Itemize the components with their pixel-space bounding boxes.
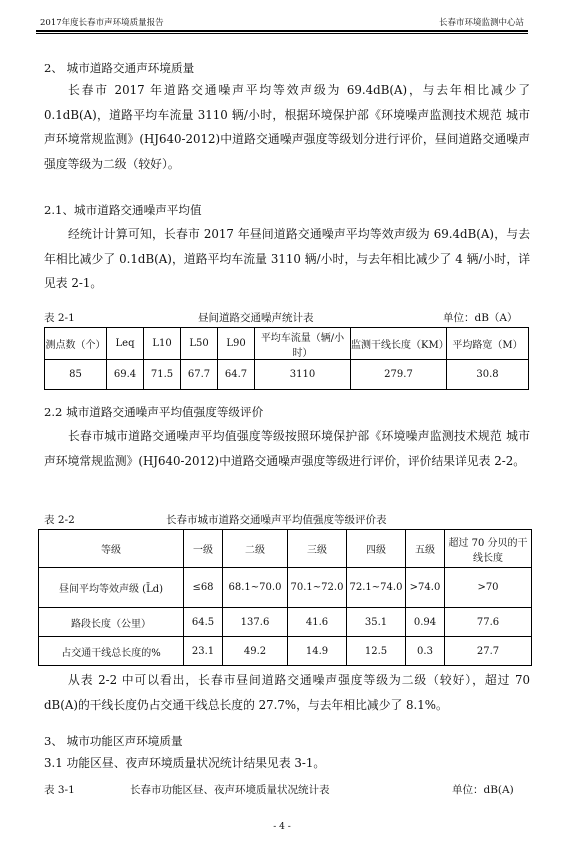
table-2-2-title: 长春市城市道路交通噪声平均值强度等级评价表 (166, 514, 387, 526)
table-header-cell: 一级 (184, 530, 223, 568)
page-number: - 4 - (273, 822, 291, 832)
table-cell: 72.1~74.0 (347, 568, 406, 608)
header-left: 2017年度长春市声环境质量报告 (40, 18, 164, 28)
table-cell: 70.1~72.0 (288, 568, 347, 608)
table-cell: ≤68 (184, 568, 223, 608)
header-right: 长春市环境监测中心站 (438, 18, 524, 28)
section-2-2-title: 2.2 城市道路交通噪声平均值强度等级评价 (44, 405, 264, 419)
table-header-cell: 测点数（个） (45, 328, 107, 360)
table-header-cell: 超过 70 分贝的干线长度 (445, 530, 532, 568)
table-cell: 23.1 (184, 637, 223, 666)
table-2-1 (44, 327, 529, 390)
table-header-cell: 二级 (223, 530, 288, 568)
table-row (39, 637, 532, 666)
table-header-cell: 五级 (406, 530, 445, 568)
table-row (45, 360, 529, 390)
table-header-row (45, 328, 529, 360)
table-3-1-title: 长春市功能区昼、夜声环境质量状况统计表 (130, 784, 330, 796)
table-2-2 (38, 529, 532, 666)
table-2-2-label: 表 2-2 (44, 514, 75, 526)
page-header (36, 14, 528, 32)
table-cell: 49.2 (223, 637, 288, 666)
section-3-1-text: 3.1 功能区昼、夜声环境质量状况统计结果见表 3-1。 (44, 756, 326, 770)
table-2-2-conclusion: 从表 2-2 中可以看出，长春市昼间道路交通噪声强度等级为二级（较好），超过 70 dB(A)的干线长度仍占交通干线总长度的 27.7%，与去年相比减少了 8.1%。 (44, 673, 530, 712)
section-2-paragraph: 长春市 2017 年道路交通噪声平均等效声级为 69.4dB(A)，与去年相比减少了 0.1dB(A)，道路平均车流量 3110 辆/小时，根据环境保护部《环境噪声监测技术规范 城市声环境常规监测》(HJ640-2012)中道路交通噪声强度等级划分进行评价，昼间道路交通噪声强度等级为二级（较好）。 (44, 83, 530, 171)
table-cell: 12.5 (347, 637, 406, 666)
table-cell: 0.3 (406, 637, 445, 666)
table-cell: 占交通干线总长度的% (39, 637, 184, 666)
table-header-row (39, 530, 532, 568)
table-cell: 77.6 (445, 608, 532, 637)
table-2-1-title: 昼间道路交通噪声统计表 (198, 312, 314, 324)
table-cell: 71.5 (144, 360, 181, 390)
table-cell: 0.94 (406, 608, 445, 637)
table-header-cell: L50 (181, 328, 218, 360)
table-3-1-label: 表 3-1 (44, 784, 75, 796)
table-cell: 3110 (255, 360, 351, 390)
table-header-cell: 四级 (347, 530, 406, 568)
table-header-cell: 平均路宽（M） (447, 328, 529, 360)
table-cell: 30.8 (447, 360, 529, 390)
table-3-1-unit: 单位：dB(A) (452, 784, 514, 796)
table-cell: 69.4 (107, 360, 144, 390)
table-cell: >74.0 (406, 568, 445, 608)
table-header-cell: L10 (144, 328, 181, 360)
section-3-title: 3、 城市功能区声环境质量 (44, 734, 183, 748)
table-cell: 85 (45, 360, 107, 390)
table-header-cell: Leq (107, 328, 144, 360)
table-header-cell: L90 (218, 328, 255, 360)
table-header-cell: 平均车流量（辆/小时） (255, 328, 351, 360)
table-cell: 14.9 (288, 637, 347, 666)
table-cell: 67.7 (181, 360, 218, 390)
section-2-title: 2、 城市道路交通声环境质量 (44, 61, 195, 75)
table-cell: 64.5 (184, 608, 223, 637)
table-2-1-unit: 单位：dB（A） (443, 312, 518, 324)
table-cell: 路段长度（公里） (39, 608, 184, 637)
table-2-1-label: 表 2-1 (44, 312, 75, 324)
table-row (39, 608, 532, 637)
table-row (39, 568, 532, 608)
table-cell: >70 (445, 568, 532, 608)
table-cell: 68.1~70.0 (223, 568, 288, 608)
table-cell: 64.7 (218, 360, 255, 390)
section-2-1-paragraph: 经统计计算可知，长春市 2017 年昼间道路交通噪声平均等效声级为 69.4dB(A)，与去年相比减少了 0.1dB(A)，道路平均车流量 3110 辆/小时，与去年相比减少了 4 辆/小时，详见表 2-1。 (44, 227, 530, 290)
table-header-cell: 等级 (39, 530, 184, 568)
section-2-2-paragraph: 长春市城市道路交通噪声平均值强度等级按照环境保护部《环境噪声监测技术规范 城市声环境常规监测》(HJ640-2012)中道路交通噪声强度等级进行评价，评价结果详见表 2-2。 (44, 429, 530, 468)
table-cell: 279.7 (351, 360, 447, 390)
table-cell: 137.6 (223, 608, 288, 637)
table-header-cell: 三级 (288, 530, 347, 568)
table-cell: 昼间平均等效声级 (L̄d) (39, 568, 184, 608)
table-cell: 27.7 (445, 637, 532, 666)
table-cell: 35.1 (347, 608, 406, 637)
section-2-1-title: 2.1、城市道路交通噪声平均值 (44, 203, 202, 217)
table-cell: 41.6 (288, 608, 347, 637)
table-header-cell: 监测干线长度（KM） (351, 328, 447, 360)
